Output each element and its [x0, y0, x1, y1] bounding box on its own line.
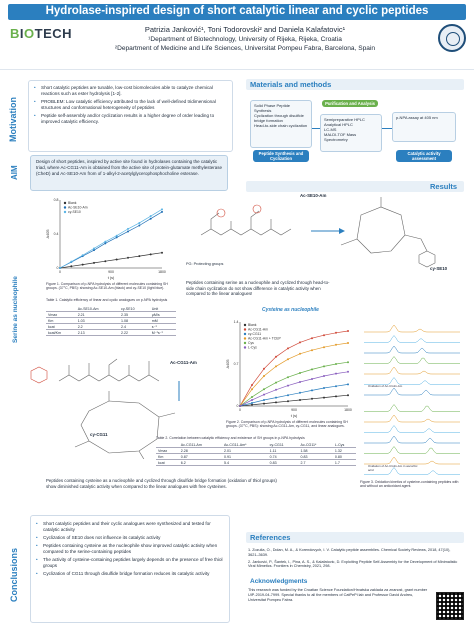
data-point: [263, 394, 265, 396]
table-cell: 1.32: [333, 448, 356, 454]
data-point: [275, 397, 277, 399]
table-header: Ac-SE10-Am: [76, 306, 119, 312]
qr-code-icon: [436, 592, 464, 620]
series-line: [240, 384, 348, 406]
synthesis-title: Peptide Synthesis and Cyclization: [253, 150, 309, 162]
table-cell: 0.74: [268, 454, 299, 460]
table-cell: 6.2: [179, 460, 222, 466]
conclusion-bullet: • Short catalytic peptides and their cyclic analogues were synthesized and tested for catalytic activity: [36, 521, 224, 533]
table-row: [46, 330, 176, 336]
data-point: [150, 215, 152, 217]
cysteine-activity-chart: [226, 318, 352, 418]
table-cell: 1.7: [333, 460, 356, 466]
table-cell: 2.4: [119, 324, 150, 330]
biotech-logo: BIOTECH: [10, 26, 73, 41]
chroma-label-1: Oxidation of Ac-CG11-Am: [368, 384, 403, 388]
poster-title: Hydrolase-inspired design of short catalytic linear and cyclic peptides: [45, 5, 429, 17]
table-cell: 0.83: [299, 454, 333, 460]
data-point: [347, 383, 349, 385]
data-point: [56, 266, 61, 270]
cysteine-cyclic-label: cy-CG11: [90, 432, 108, 437]
legend-marker: [64, 202, 66, 204]
legend-marker: [244, 333, 246, 335]
table-cell: kcat/Km: [46, 330, 76, 336]
data-point: [347, 330, 349, 332]
synthesis-item: Head-to-side chain cyclization: [254, 123, 308, 128]
chromatogram-trace: [364, 426, 460, 433]
y-axis-label: A405: [226, 359, 230, 369]
data-point: [116, 259, 118, 261]
chromatogram-trace: [364, 346, 460, 353]
materials-title: Materials and methods: [250, 80, 332, 89]
data-point: [323, 375, 325, 377]
data-point: [323, 334, 325, 336]
table-cell: 0.87: [179, 454, 222, 460]
data-point: [335, 373, 337, 375]
x-tick-label: 900: [291, 408, 297, 412]
aim-box: [30, 155, 228, 191]
motivation-bullet: • Short catalytic peptides are tunable, low-cost biomolecules able to catalyze chemical reactions such as ester hydrolysis [1-2].: [34, 85, 227, 97]
purification-title: Purification and Analysis: [322, 100, 378, 107]
table-cell: 1.11: [268, 448, 299, 454]
legend-label: Ac-CG11-Am + TCEP: [248, 336, 281, 341]
table-header: cy-CG11: [268, 442, 299, 448]
purification-item: Semipreparative HPLC: [324, 117, 365, 122]
legend-label: L-Cys: [248, 345, 257, 350]
conclusions-card: [30, 515, 230, 623]
table-cell: 2.2: [76, 324, 119, 330]
legend-label: cy-SE10: [68, 210, 81, 215]
chromatogram-trace: [364, 357, 460, 364]
chromatogram-trace: [364, 447, 460, 454]
legend-marker: [244, 337, 246, 339]
data-point: [251, 388, 253, 390]
table-cell: Km: [46, 318, 76, 324]
data-point: [104, 260, 106, 262]
table-header: L-Cys: [333, 442, 356, 448]
data-point: [161, 211, 163, 213]
table-cell: 2.21: [76, 312, 119, 318]
data-point: [82, 264, 84, 266]
data-point: [299, 399, 301, 401]
y-axis-label: A405: [46, 229, 50, 239]
data-point: [311, 368, 313, 370]
data-point: [311, 337, 313, 339]
acknowledgments-title: Acknowledgments: [250, 578, 308, 585]
x-tick-label: 1800: [344, 408, 352, 412]
data-point: [287, 400, 289, 402]
table-cell: s⁻¹: [150, 324, 176, 330]
data-point: [263, 368, 265, 370]
x-tick-label: 900: [108, 270, 114, 274]
flow-arrow: [382, 128, 392, 129]
protecting-groups-note: PG: Protecting groups: [186, 262, 224, 266]
data-point: [323, 397, 325, 399]
data-point: [251, 404, 253, 406]
series-line: [60, 209, 162, 268]
series-line: [240, 331, 348, 406]
purification-item: Analytical HPLC: [324, 122, 353, 127]
chroma-label-2: Oxidation of Ac-CG11-Am in ascorbic acid: [368, 464, 418, 473]
purification-item: MALDI-TOF Mass Spectrometry: [324, 132, 357, 142]
data-point: [275, 389, 277, 391]
data-point: [347, 371, 349, 373]
legend-label: Ac-CG11-Am: [248, 327, 268, 332]
serine-activity-chart: [46, 196, 166, 280]
serine-peptide-structures: [190, 194, 460, 274]
poster-header: [0, 0, 474, 70]
affiliation-1: ¹Department of Biotechnology, University of Rijeka, Rijeka, Croatia: [148, 36, 342, 43]
data-point: [335, 363, 337, 365]
table-cell: 1.08: [119, 318, 150, 324]
table-cell: mM: [150, 318, 176, 324]
conclusion-bullet: • Cyclization of CG11 through disulfide bridge formation reduces its catalytic activity: [36, 571, 224, 577]
table-cell: 1.58: [299, 448, 333, 454]
data-point: [335, 344, 337, 346]
series-line: [240, 395, 348, 406]
table-cell: kcat: [156, 460, 179, 466]
synthesis-item: Cyclization through disulfide bridge formation: [254, 113, 304, 123]
serine-label: Serine as nucleophile: [12, 276, 19, 344]
data-point: [127, 257, 129, 259]
reference-item: 1. Zozulia, O., Dolan, M. A., & Korendovych, I. V. Catalytic peptide assemblies. Chemical Society Reviews, 2018, 47(10), 3621–3639.: [248, 548, 451, 557]
purification-box: [320, 114, 382, 152]
table-cell: Vmax: [46, 312, 76, 318]
table-cell: Km: [156, 454, 179, 460]
table-header: Ac-CG11-Am: [179, 442, 222, 448]
x-axis-label: t (s): [107, 276, 115, 280]
affiliation-2: ²Department of Medicine and Life Sciences, Universitat Pompeu Fabra, Barcelona, Spain: [114, 45, 376, 52]
fig1-caption: Figure 1. Comparison of p-NPA hydrolysis of different molecules containing SH groups. (37°C, PBS): showing Ac-SE10-Am (black) and cy-SE10 (light blue).: [46, 282, 168, 291]
reference-item: 2. Janković, P., Šantek, I., Pina, A. S., & Kalafatovic, D. Exploiting Peptide Self-Assembly for the Development of Minimalistic Viral Mimetics. Frontiers in Chemistry, 2021, 298.: [248, 559, 458, 569]
data-point: [335, 395, 337, 397]
serine-result-text: Peptides containing serine as a nucleophile and cyclized through head-to-side chain cyclization do not show difference in catalytic activity when compared to the linear analogues!: [186, 280, 330, 297]
serine-cyclic-label: cy-SE10: [430, 266, 448, 271]
data-point: [150, 218, 152, 220]
data-point: [323, 365, 325, 367]
x-tick-label: 0: [59, 270, 61, 274]
table-cell: 0.80: [333, 454, 356, 460]
data-point: [263, 388, 265, 390]
data-point: [287, 385, 289, 387]
table1: [46, 306, 176, 336]
x-tick-label: 1800: [158, 270, 166, 274]
y-tick-label: 0: [236, 404, 239, 408]
table-header: Ac-CG11*: [299, 442, 333, 448]
table-cell: kcat: [46, 324, 76, 330]
conclusion-bullet: • Peptides containing cysteine as the nucleophile show improved catalytic activity when compared to the serine-containing peptides: [36, 543, 224, 555]
table2-caption: Table 2. Correlation between catalytic efficiency and existence of SH groups in p-NPA hydrolysis: [156, 436, 305, 440]
y-tick-label: 0: [56, 266, 59, 270]
data-point: [70, 261, 72, 263]
conclusion-bullet: • Cyclization of SE10 does not influence its catalytic activity: [36, 535, 224, 541]
y-tick-label: 1.4: [233, 320, 239, 324]
data-point: [93, 262, 95, 264]
table-cell: 2.28: [179, 448, 222, 454]
legend-marker: [244, 342, 246, 344]
data-point: [323, 387, 325, 389]
y-tick-label: 0.4: [53, 232, 59, 236]
data-point: [347, 394, 349, 396]
activity-item: p-NPA assay at 405 nm: [396, 115, 438, 120]
data-point: [287, 347, 289, 349]
conclusion-bullet: • The activity of cysteine-containing peptides largely depends on the presence of free thiol groups: [36, 557, 224, 569]
table-cell: 1.03: [76, 318, 119, 324]
data-point: [127, 228, 129, 230]
table1-caption: Table 1. Catalytic efficiency of linear and cyclic analogues on p-NPA hydrolysis: [46, 298, 168, 302]
motivation-bullet: • Peptide self-assembly and/or cyclization results in a higher degree of order leading to improved catalytic efficiency.: [34, 113, 227, 125]
data-point: [275, 382, 277, 384]
title-band: [8, 4, 466, 20]
synthesis-item: Solid Phase Peptide Synthesis: [254, 103, 291, 113]
table-cell: 2.13: [76, 330, 119, 336]
data-point: [299, 341, 301, 343]
data-point: [347, 361, 349, 363]
data-point: [263, 399, 265, 401]
data-point: [82, 254, 84, 256]
data-point: [161, 252, 163, 254]
data-point: [104, 242, 106, 244]
table-cell: 2.35: [119, 312, 150, 318]
legend-marker: [64, 206, 66, 208]
chromatogram-trace: [364, 436, 460, 443]
conclusions-bullets: [36, 521, 224, 577]
motivation-bullet: • PROBLEM: Low catalytic efficiency attributed to the lack of well-defined tridimensional structures and conformational heterogeneity of peptides: [34, 99, 227, 111]
fig2-caption: Figure 2. Comparison of p-NPA hydrolysis of different molecules containing SH groups. (37°C, PBS): showing Ac-CG11-Am, cy-CG11, and linear analogues.: [226, 420, 348, 429]
table-cell: 5.4: [222, 460, 268, 466]
motivation-card: [28, 80, 233, 152]
data-point: [299, 392, 301, 394]
chromatogram-trace: [364, 325, 460, 332]
data-point: [161, 208, 163, 210]
data-point: [150, 253, 152, 255]
data-point: [236, 404, 241, 408]
table-cell: 0.91: [222, 454, 268, 460]
y-tick-label: 0.7: [233, 362, 239, 366]
motivation-bullets: [34, 85, 227, 125]
chromatogram-trace: [364, 457, 460, 464]
university-seal-icon: [438, 24, 466, 52]
data-point: [299, 353, 301, 355]
data-point: [263, 403, 265, 405]
legend-marker: [244, 324, 246, 326]
data-point: [347, 342, 349, 344]
acknowledgments-box: [248, 588, 428, 624]
data-point: [275, 365, 277, 367]
data-point: [311, 378, 313, 380]
cysteine-result-text: Peptides containing cysteine as a nucleophile and cyclized through disulfide bridge formation (oxidation of thiol groups) show diminished catalytic activity when compared to the linear analogues with free cysteines.: [46, 478, 277, 489]
data-point: [323, 346, 325, 348]
x-axis-label: t (s): [290, 414, 298, 418]
data-point: [263, 375, 265, 377]
x-tick-label: 0: [239, 408, 241, 412]
data-point: [104, 241, 106, 243]
aim-label: AIM: [10, 165, 19, 181]
references-title: References: [250, 533, 291, 542]
table-cell: M⁻¹s⁻¹: [150, 330, 176, 336]
table-cell: Vmax: [156, 448, 179, 454]
references-list: [248, 548, 460, 578]
chromatogram-trace: [364, 367, 460, 374]
data-point: [335, 332, 337, 334]
conclusions-label: Conclusions: [9, 548, 19, 603]
data-point: [251, 402, 253, 404]
motivation-label: Motivation: [8, 97, 18, 143]
data-point: [311, 398, 313, 400]
legend-label: Blank: [68, 201, 77, 206]
table-header: Unit: [150, 306, 176, 312]
data-point: [93, 247, 95, 249]
table-header: cy-SE10: [119, 306, 150, 312]
data-point: [70, 265, 72, 267]
data-point: [251, 399, 253, 401]
legend-marker: [244, 328, 246, 330]
data-point: [251, 396, 253, 398]
authors: Patrizia Janković¹, Toni Todorovski² and Daniela Kalafatovic¹: [144, 25, 346, 34]
oxidation-chromatograms: [360, 318, 464, 478]
table-header: Ac-CG11-Am*: [222, 442, 268, 448]
legend-label: Cys: [248, 341, 254, 346]
aim-text: Design of short peptides, inspired by active site found in hydrolases containing the catalytic triad, where Ac-CG11-Am is obtained from the active site of protein-glutamate methylesterase (CheD) and Ac-SE10-Am from of 1-alkyl-2-acetylglycerophosphocholine esterase.: [36, 159, 223, 176]
table2: [156, 442, 356, 466]
synthesis-box: [250, 100, 312, 148]
purification-item: LC-MS: [324, 127, 337, 132]
data-point: [311, 349, 313, 351]
data-point: [287, 394, 289, 396]
y-tick-label: 0.8: [53, 198, 59, 202]
table-row: [156, 460, 356, 466]
data-point: [311, 389, 313, 391]
data-point: [299, 381, 301, 383]
serine-peptide-label: Ac-SE10-Am: [300, 193, 327, 198]
data-point: [299, 372, 301, 374]
activity-title: Catalytic activity assessment: [396, 150, 452, 162]
table-cell: 2.01: [222, 448, 268, 454]
table-cell: 0.83: [268, 460, 299, 466]
data-point: [287, 358, 289, 360]
table-cell: μM/s: [150, 312, 176, 318]
legend-marker: [244, 346, 246, 348]
legend-label: cy-CG11: [248, 332, 262, 337]
flow-arrow: [312, 128, 320, 129]
data-point: [138, 222, 140, 224]
data-point: [127, 230, 129, 232]
table-cell: 2.7: [299, 460, 333, 466]
chromatogram-trace: [364, 388, 460, 395]
data-point: [138, 225, 140, 227]
cysteine-label: Cysteine as nucleophile: [262, 307, 319, 313]
chromatogram-trace: [364, 336, 460, 343]
legend-label: Blank: [248, 323, 257, 328]
data-point: [138, 255, 140, 257]
table-cell: 2.22: [119, 330, 150, 336]
acknowledgments-text: This research was funded by the Croatian Science Foundation/Hrvatska zaklada za znanost, grant number UIP-2019-04-7999. Special thanks to all the members of CatPePi lab and Professor David Andreu, Universitat Pompeu Fabra.: [248, 588, 428, 602]
legend-marker: [64, 211, 66, 213]
data-point: [251, 384, 253, 386]
activity-box: [392, 112, 456, 142]
fig3-caption: Figure 3. Oxidation kinetics of cysteine-containing peptides with and without an antioxidant agent.: [360, 480, 459, 489]
chromatogram-trace: [364, 415, 460, 422]
cysteine-peptide-label: Ac-CG11-Am: [170, 360, 197, 365]
chromatogram-trace: [364, 405, 460, 412]
data-point: [335, 385, 337, 387]
legend-label: Ac-SE10-Am: [68, 205, 88, 210]
results-title: Results: [430, 182, 458, 191]
data-point: [116, 235, 118, 237]
data-point: [287, 376, 289, 378]
data-point: [275, 401, 277, 403]
data-point: [275, 356, 277, 358]
